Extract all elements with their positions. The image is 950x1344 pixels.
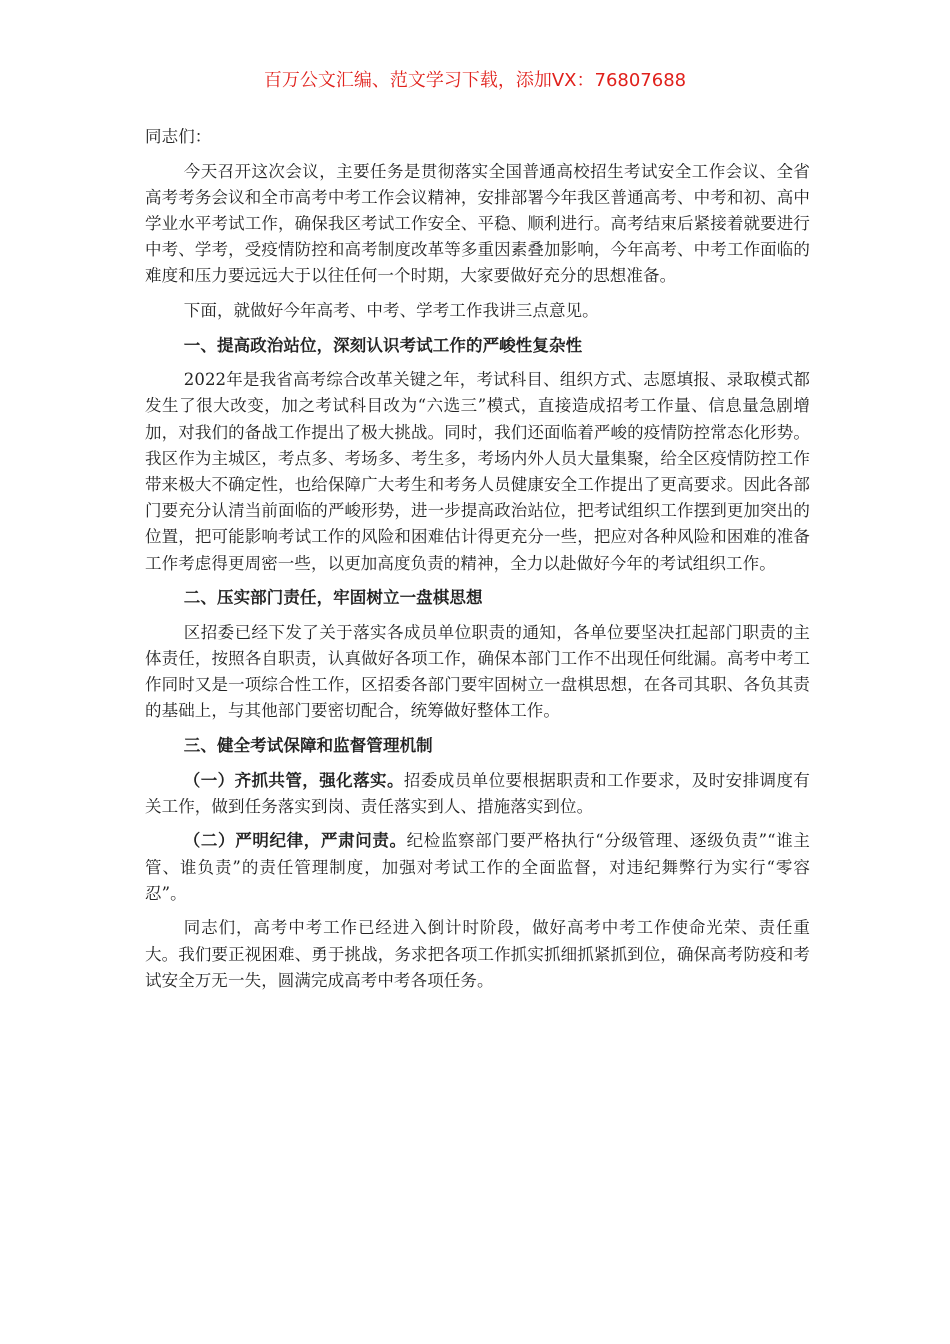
list-item-2-body: 纪检监察部门要严格执行“分级管理、逐级负责”“谁主管、谁负责”的责任管理制度，加强对考试工作的全面监督，对违纪舞弊行为实行“零容忍”。 [145,831,810,903]
header-banner: 百万公文汇编、范文学习下载，添加VX：76807688 [263,70,687,91]
paragraph-closing: 同志们，高考中考工作已经进入倒计时阶段，做好高考中考工作使命光荣、责任重大。我们要正视困难、勇于挑战，务求把各项工作抓实抓细抓紧抓到位，确保高考防疫和考试安全万无一失，圆满完成高考中考各项任务。 [145,918,810,990]
section-heading-3: 三、健全考试保障和监督管理机制 [183,736,433,755]
list-item-1-body: 招委成员单位要根据职责和工作要求，及时安排调度有关工作，做到任务落实到岗、责任落实到人、措施落实到位。 [145,770,810,816]
section-body-2: 区招委已经下发了关于落实各成员单位职责的通知，各单位要坚决扛起部门职责的主体责任，按照各自职责，认真做好各项工作，确保本部门工作不出现任何纰漏。高考中考工作同时又是一项综合性工作，区招委各部门要牢固树立一盘棋思想，在各司其职、各负其责的基础上，与其他部门要密切配合，统筹做好整体工作。 [145,622,810,721]
paragraph-transition: 下面，就做好今年高考、中考、学考工作我讲三点意见。 [183,301,599,320]
paragraph-intro: 今天召开这次会议，主要任务是贯彻落实全国普通高校招生考试安全工作会议、全省高考考务会议和全市高考中考工作会议精神，安排部署今年我区普通高考、中考和初、高中学业水平考试工作，确保我区考试工作安全、平稳、顺利进行。高考结束后紧接着就要进行中考、学考，受疫情防控和高考制度改革等多重因素叠加影响，今年高考、中考工作面临的难度和压力要远远大于以往任何一个时期，大家要做好充分的思想准备。 [145,161,810,286]
list-item-2 [145,828,810,907]
list-item-2-lead: （二）严明纪律，严肃问责。 [183,831,407,851]
section-heading-2: 二、压实部门责任，牢固树立一盘棋思想 [183,588,483,608]
section-heading-1: 一、提高政治站位，深刻认识考试工作的严峻性复杂性 [183,335,583,355]
list-item-1-lead: （一）齐抓共管，强化落实。 [183,770,404,790]
salutation: 同志们： [145,127,212,146]
section-body-1: 2022年是我省高考综合改革关键之年，考试科目、组织方式、志愿填报、录取模式都发生了很大改变，加之考试科目改为“六选三”模式，直接造成招考工作量、信息量急剧增加，对我们的备战工作提出了极大挑战。同时，我们还面临着严峻的疫情防控常态化形势。我区作为主城区，考点多、考场多、考生多，考场内外人员大量集聚，给全区疫情防控工作带来极大不确定性，也给保障广大考生和考务人员健康安全工作提出了更高要求。因此各部门要充分认清当前面临的严峻形势，进一步提高政治站位，把考试组织工作摆到更加突出的位置，把可能影响考试工作的风险和困难估计得更充分一些，把应对各种风险和困难的准备工作考虑得更周密一些，以更加高度负责的精神，全力以赴做好今年的考试组织工作。 [145,370,810,573]
document-body [145,124,810,1002]
list-item-1 [145,768,810,820]
